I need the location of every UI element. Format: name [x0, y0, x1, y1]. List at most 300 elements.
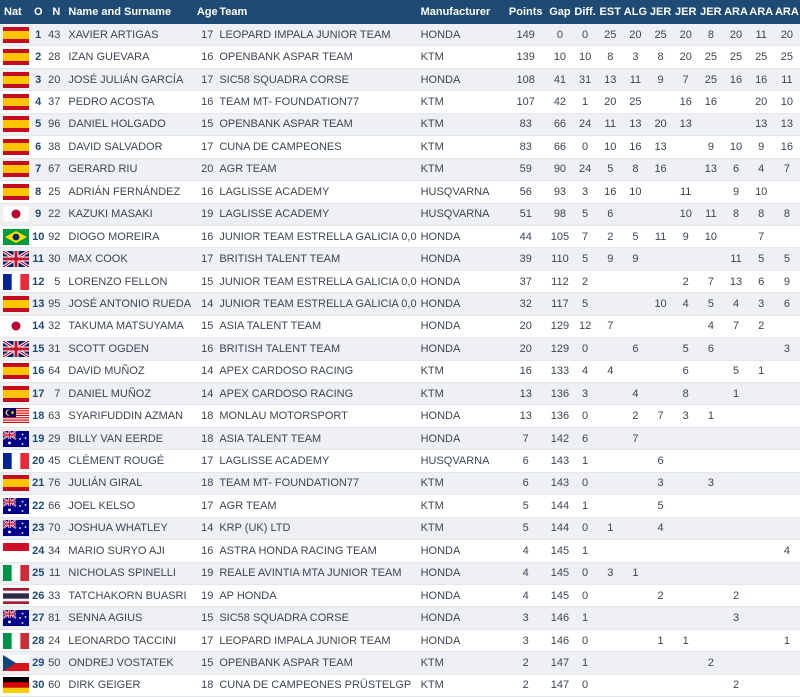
points-cell: 51	[504, 203, 547, 225]
race-points-cell	[723, 113, 748, 135]
race-points-cell	[673, 607, 698, 629]
standings-row[interactable]	[0, 113, 800, 135]
race-points-cell: 10	[723, 136, 748, 158]
rider-name-cell[interactable]: XAVIER ARTIGAS	[64, 24, 195, 46]
race-points-cell	[623, 450, 648, 472]
race-points-cell: 8	[774, 203, 800, 225]
team-cell: OPENBANK ASPAR TEAM	[219, 113, 420, 135]
gap-cell: 136	[547, 405, 572, 427]
standings-row[interactable]	[0, 248, 800, 270]
standings-row[interactable]	[0, 315, 800, 337]
race-points-cell	[623, 360, 648, 382]
standings-row[interactable]	[0, 68, 800, 90]
points-cell: 5	[504, 517, 547, 539]
australia-flag	[3, 431, 29, 447]
race-points-cell: 16	[723, 68, 748, 90]
header-race-4[interactable]: JER	[673, 0, 698, 24]
uk-flag	[3, 341, 29, 357]
header-gap[interactable]: Gap	[547, 0, 572, 24]
header-points[interactable]: Points	[504, 0, 547, 24]
race-points-cell: 20	[774, 24, 800, 46]
team-cell: KRP (UK) LTD	[219, 517, 420, 539]
race-points-cell	[598, 607, 623, 629]
race-points-cell	[698, 540, 723, 562]
nationality-cell	[0, 158, 31, 180]
rider-number-cell: 29	[45, 427, 64, 449]
race-points-cell: 8	[623, 158, 648, 180]
race-points-cell: 20	[648, 113, 673, 135]
team-cell: LAGLISSE ACADEMY	[219, 181, 420, 203]
header-name[interactable]: Name and Surname	[64, 0, 195, 24]
manufacturer-cell: KTM	[421, 158, 505, 180]
manufacturer-cell: HUSQVARNA	[421, 203, 505, 225]
race-points-cell: 7	[673, 68, 698, 90]
standings-row[interactable]	[0, 674, 800, 696]
nationality-cell	[0, 315, 31, 337]
position-cell: 2	[31, 46, 45, 68]
race-points-cell: 5	[749, 248, 774, 270]
points-cell: 44	[504, 225, 547, 247]
rider-name-cell[interactable]: LORENZO FELLON	[64, 270, 195, 292]
rider-name-cell[interactable]: NICHOLAS SPINELLI	[64, 562, 195, 584]
race-points-cell: 7	[598, 315, 623, 337]
age-cell: 17	[195, 68, 219, 90]
points-cell: 107	[504, 91, 547, 113]
race-points-cell	[673, 450, 698, 472]
race-points-cell	[723, 338, 748, 360]
rider-number-cell: 33	[45, 584, 64, 606]
standings-row[interactable]	[0, 46, 800, 68]
spain-flag	[3, 116, 29, 132]
rider-number-cell: 7	[45, 383, 64, 405]
race-points-cell: 4	[774, 540, 800, 562]
standings-row[interactable]	[0, 383, 800, 405]
rider-name-cell[interactable]: DAVID SALVADOR	[64, 136, 195, 158]
standings-row[interactable]	[0, 427, 800, 449]
race-points-cell	[749, 450, 774, 472]
age-cell: 14	[195, 383, 219, 405]
rider-name-cell[interactable]: PEDRO ACOSTA	[64, 91, 195, 113]
gap-cell: 10	[547, 46, 572, 68]
standings-row[interactable]	[0, 91, 800, 113]
race-points-cell	[723, 450, 748, 472]
rider-name-cell[interactable]: DANIEL HOLGADO	[64, 113, 195, 135]
diff-cell: 31	[573, 68, 598, 90]
rider-name-cell[interactable]: IZAN GUEVARA	[64, 46, 195, 68]
age-cell: 18	[195, 674, 219, 696]
race-points-cell: 2	[648, 584, 673, 606]
age-cell: 15	[195, 315, 219, 337]
rider-name-cell[interactable]: TATCHAKORN BUASRI	[64, 584, 195, 606]
race-points-cell	[648, 383, 673, 405]
standings-row[interactable]	[0, 450, 800, 472]
position-cell: 7	[31, 158, 45, 180]
team-cell: REALE AVINTIA MTA JUNIOR TEAM	[219, 562, 420, 584]
rider-name-cell[interactable]: JOSÉ JULIÁN GARCÍA	[64, 68, 195, 90]
thailand-flag	[3, 588, 29, 604]
standings-row[interactable]	[0, 270, 800, 292]
race-points-cell: 7	[774, 158, 800, 180]
points-cell: 6	[504, 472, 547, 494]
position-cell: 23	[31, 517, 45, 539]
manufacturer-cell: HONDA	[421, 293, 505, 315]
race-points-cell	[598, 270, 623, 292]
manufacturer-cell: KTM	[421, 674, 505, 696]
race-points-cell: 5	[598, 158, 623, 180]
team-cell: AGR TEAM	[219, 495, 420, 517]
gap-cell: 41	[547, 68, 572, 90]
header-race-5[interactable]: JER	[698, 0, 723, 24]
race-points-cell: 2	[698, 652, 723, 674]
rider-name-cell[interactable]: MAX COOK	[64, 248, 195, 270]
header-race-1[interactable]: EST	[598, 0, 623, 24]
rider-number-cell: 92	[45, 225, 64, 247]
race-points-cell: 13	[673, 113, 698, 135]
manufacturer-cell: KTM	[421, 472, 505, 494]
age-cell: 16	[195, 540, 219, 562]
diff-cell: 1	[573, 495, 598, 517]
header-race-8[interactable]: ARA	[774, 0, 800, 24]
points-cell: 139	[504, 46, 547, 68]
gap-cell: 144	[547, 517, 572, 539]
rider-name-cell[interactable]: DAVID MUÑOZ	[64, 360, 195, 382]
spain-flag	[3, 184, 29, 200]
race-points-cell: 25	[774, 46, 800, 68]
nationality-cell	[0, 338, 31, 360]
race-points-cell: 16	[673, 91, 698, 113]
diff-cell: 0	[573, 405, 598, 427]
rider-number-cell: 31	[45, 338, 64, 360]
standings-row[interactable]	[0, 607, 800, 629]
rider-name-cell[interactable]: KAZUKI MASAKI	[64, 203, 195, 225]
rider-name-cell[interactable]: TAKUMA MATSUYAMA	[64, 315, 195, 337]
standings-row[interactable]	[0, 472, 800, 494]
race-points-cell: 5	[623, 225, 648, 247]
race-points-cell: 13	[723, 270, 748, 292]
race-points-cell: 25	[698, 68, 723, 90]
race-points-cell	[598, 450, 623, 472]
header-number[interactable]: N	[45, 0, 64, 24]
race-points-cell	[698, 495, 723, 517]
header-race-3[interactable]: JER	[648, 0, 673, 24]
rider-name-cell[interactable]: SYARIFUDDIN AZMAN	[64, 405, 195, 427]
manufacturer-cell: HONDA	[421, 427, 505, 449]
race-points-cell: 8	[673, 383, 698, 405]
race-points-cell	[749, 495, 774, 517]
race-points-cell	[723, 91, 748, 113]
race-points-cell	[648, 540, 673, 562]
race-points-cell: 25	[723, 46, 748, 68]
manufacturer-cell: KTM	[421, 91, 505, 113]
race-points-cell: 8	[598, 46, 623, 68]
czech-flag	[3, 655, 29, 671]
manufacturer-cell: KTM	[421, 46, 505, 68]
rider-name-cell[interactable]: LEONARDO TACCINI	[64, 629, 195, 651]
points-cell: 83	[504, 136, 547, 158]
gap-cell: 133	[547, 360, 572, 382]
age-cell: 17	[195, 495, 219, 517]
position-cell: 27	[31, 607, 45, 629]
manufacturer-cell: HONDA	[421, 315, 505, 337]
race-points-cell	[749, 472, 774, 494]
rider-name-cell[interactable]: BILLY VAN EERDE	[64, 427, 195, 449]
rider-number-cell: 50	[45, 652, 64, 674]
gap-cell: 105	[547, 225, 572, 247]
header-race-7[interactable]: ARA	[749, 0, 774, 24]
team-cell: APEX CARDOSO RACING	[219, 383, 420, 405]
diff-cell: 6	[573, 427, 598, 449]
race-points-cell: 25	[698, 46, 723, 68]
diff-cell: 7	[573, 225, 598, 247]
race-points-cell: 1	[749, 360, 774, 382]
race-points-cell: 2	[623, 405, 648, 427]
standings-row[interactable]	[0, 495, 800, 517]
standings-row[interactable]	[0, 181, 800, 203]
age-cell: 20	[195, 158, 219, 180]
rider-number-cell: 60	[45, 674, 64, 696]
nationality-cell	[0, 674, 31, 696]
age-cell: 18	[195, 472, 219, 494]
race-points-cell: 13	[623, 113, 648, 135]
race-points-cell: 3	[749, 293, 774, 315]
race-points-cell: 6	[723, 158, 748, 180]
indonesia-flag	[3, 543, 29, 559]
race-points-cell: 3	[673, 405, 698, 427]
age-cell: 16	[195, 46, 219, 68]
race-points-cell	[598, 427, 623, 449]
nationality-cell	[0, 562, 31, 584]
standings-row[interactable]	[0, 405, 800, 427]
spain-flag	[3, 27, 29, 43]
race-points-cell: 13	[648, 136, 673, 158]
rider-number-cell: 37	[45, 91, 64, 113]
team-cell: TEAM MT- FOUNDATION77	[219, 91, 420, 113]
spain-flag	[3, 475, 29, 491]
header-position[interactable]: O	[31, 0, 45, 24]
race-points-cell	[774, 315, 800, 337]
race-points-cell	[623, 607, 648, 629]
race-points-cell	[723, 427, 748, 449]
race-points-cell	[623, 293, 648, 315]
manufacturer-cell: HONDA	[421, 540, 505, 562]
points-cell: 7	[504, 427, 547, 449]
standings-row[interactable]	[0, 652, 800, 674]
rider-name-cell[interactable]: MARIO SURYO AJI	[64, 540, 195, 562]
race-points-cell: 1	[648, 629, 673, 651]
diff-cell: 3	[573, 181, 598, 203]
race-points-cell	[749, 562, 774, 584]
race-points-cell	[673, 136, 698, 158]
team-cell: MONLAU MOTORSPORT	[219, 405, 420, 427]
header-row	[0, 0, 800, 24]
team-cell: TEAM MT- FOUNDATION77	[219, 472, 420, 494]
rider-name-cell[interactable]: SCOTT OGDEN	[64, 338, 195, 360]
standings-row[interactable]	[0, 158, 800, 180]
rider-number-cell: 24	[45, 629, 64, 651]
manufacturer-cell: HONDA	[421, 68, 505, 90]
rider-name-cell[interactable]: JOSHUA WHATLEY	[64, 517, 195, 539]
race-points-cell: 11	[623, 68, 648, 90]
race-points-cell: 4	[673, 293, 698, 315]
race-points-cell: 11	[723, 248, 748, 270]
rider-number-cell: 96	[45, 113, 64, 135]
gap-cell: 98	[547, 203, 572, 225]
rider-name-cell[interactable]: SENNA AGIUS	[64, 607, 195, 629]
race-points-cell	[698, 584, 723, 606]
race-points-cell: 4	[749, 158, 774, 180]
diff-cell: 0	[573, 472, 598, 494]
race-points-cell	[598, 674, 623, 696]
race-points-cell: 25	[749, 46, 774, 68]
standings-row[interactable]	[0, 225, 800, 247]
race-points-cell: 20	[623, 24, 648, 46]
rider-name-cell[interactable]: JOSÉ ANTONIO RUEDA	[64, 293, 195, 315]
diff-cell: 1	[573, 91, 598, 113]
race-points-cell: 6	[623, 338, 648, 360]
position-cell: 28	[31, 629, 45, 651]
team-cell: JUNIOR TEAM ESTRELLA GALICIA 0,0	[219, 270, 420, 292]
header-diff[interactable]: Diff.	[573, 0, 598, 24]
race-points-cell	[623, 472, 648, 494]
gap-cell: 145	[547, 584, 572, 606]
points-cell: 39	[504, 248, 547, 270]
race-points-cell: 4	[648, 517, 673, 539]
header-team[interactable]: Team	[219, 0, 420, 24]
team-cell: LAGLISSE ACADEMY	[219, 450, 420, 472]
team-cell: AGR TEAM	[219, 158, 420, 180]
points-cell: 4	[504, 562, 547, 584]
standings-row[interactable]	[0, 517, 800, 539]
france-flag	[3, 274, 29, 290]
race-points-cell: 20	[673, 24, 698, 46]
standings-row[interactable]	[0, 136, 800, 158]
gap-cell: 143	[547, 472, 572, 494]
standings-row[interactable]	[0, 562, 800, 584]
race-points-cell	[673, 540, 698, 562]
points-cell: 2	[504, 674, 547, 696]
race-points-cell: 9	[598, 248, 623, 270]
header-nat[interactable]: Nat	[0, 0, 31, 24]
position-cell: 1	[31, 24, 45, 46]
nationality-cell	[0, 540, 31, 562]
standings-row[interactable]	[0, 584, 800, 606]
standings-row[interactable]	[0, 540, 800, 562]
manufacturer-cell: KTM	[421, 517, 505, 539]
standings-row[interactable]	[0, 203, 800, 225]
race-points-cell	[623, 495, 648, 517]
rider-number-cell: 43	[45, 24, 64, 46]
rider-name-cell[interactable]: DIOGO MOREIRA	[64, 225, 195, 247]
nationality-cell	[0, 181, 31, 203]
race-points-cell	[623, 584, 648, 606]
race-points-cell	[648, 427, 673, 449]
header-age[interactable]: Age	[195, 0, 219, 24]
rider-name-cell[interactable]: DIRK GEIGER	[64, 674, 195, 696]
race-points-cell	[774, 652, 800, 674]
rider-name-cell[interactable]: JULIÁN GIRAL	[64, 472, 195, 494]
rider-name-cell[interactable]: ONDREJ VOSTATEK	[64, 652, 195, 674]
nationality-cell	[0, 225, 31, 247]
standings-row[interactable]	[0, 338, 800, 360]
diff-cell: 24	[573, 158, 598, 180]
points-cell: 5	[504, 495, 547, 517]
position-cell: 10	[31, 225, 45, 247]
race-points-cell: 7	[648, 405, 673, 427]
race-points-cell	[648, 203, 673, 225]
position-cell: 21	[31, 472, 45, 494]
race-points-cell	[673, 427, 698, 449]
age-cell: 16	[195, 338, 219, 360]
nationality-cell	[0, 517, 31, 539]
race-points-cell	[749, 652, 774, 674]
team-cell: ASTRA HONDA RACING TEAM	[219, 540, 420, 562]
rider-name-cell[interactable]: ADRIÁN FERNÁNDEZ	[64, 181, 195, 203]
standings-row[interactable]	[0, 629, 800, 651]
race-points-cell	[598, 383, 623, 405]
team-cell: JUNIOR TEAM ESTRELLA GALICIA 0,0	[219, 293, 420, 315]
header-manufacturer[interactable]: Manufacturer	[421, 0, 505, 24]
header-race-2[interactable]: ALG	[623, 0, 648, 24]
race-points-cell: 25	[623, 91, 648, 113]
spain-flag	[3, 386, 29, 402]
race-points-cell: 3	[698, 472, 723, 494]
race-points-cell: 5	[673, 338, 698, 360]
race-points-cell	[598, 472, 623, 494]
standings-row[interactable]	[0, 293, 800, 315]
race-points-cell: 1	[723, 383, 748, 405]
rider-number-cell: 32	[45, 315, 64, 337]
diff-cell: 1	[573, 607, 598, 629]
rider-name-cell[interactable]: GERARD RIU	[64, 158, 195, 180]
race-points-cell	[648, 360, 673, 382]
standings-row[interactable]	[0, 24, 800, 46]
uk-flag	[3, 251, 29, 267]
position-cell: 18	[31, 405, 45, 427]
race-points-cell	[774, 607, 800, 629]
manufacturer-cell: HUSQVARNA	[421, 181, 505, 203]
rider-name-cell[interactable]: CLÉMENT ROUGÉ	[64, 450, 195, 472]
nationality-cell	[0, 652, 31, 674]
team-cell: BRITISH TALENT TEAM	[219, 248, 420, 270]
points-cell: 108	[504, 68, 547, 90]
race-points-cell: 9	[623, 248, 648, 270]
rider-name-cell[interactable]: JOEL KELSO	[64, 495, 195, 517]
race-points-cell	[598, 495, 623, 517]
diff-cell: 0	[573, 674, 598, 696]
race-points-cell	[723, 225, 748, 247]
race-points-cell	[749, 383, 774, 405]
race-points-cell: 2	[673, 270, 698, 292]
nationality-cell	[0, 629, 31, 651]
age-cell: 15	[195, 113, 219, 135]
team-cell: SIC58 SQUADRA CORSE	[219, 607, 420, 629]
team-cell: CUNA DE CAMPEONES	[219, 136, 420, 158]
australia-flag	[3, 610, 29, 626]
race-points-cell: 5	[698, 293, 723, 315]
rider-name-cell[interactable]: DANIEL MUÑOZ	[64, 383, 195, 405]
race-points-cell	[598, 540, 623, 562]
team-cell: LAGLISSE ACADEMY	[219, 203, 420, 225]
position-cell: 20	[31, 450, 45, 472]
race-points-cell: 11	[749, 24, 774, 46]
team-cell: SIC58 SQUADRA CORSE	[219, 68, 420, 90]
header-race-6[interactable]: ARA	[723, 0, 748, 24]
race-points-cell: 13	[598, 68, 623, 90]
race-points-cell	[749, 405, 774, 427]
race-points-cell: 10	[749, 181, 774, 203]
standings-row[interactable]	[0, 360, 800, 382]
nationality-cell	[0, 383, 31, 405]
